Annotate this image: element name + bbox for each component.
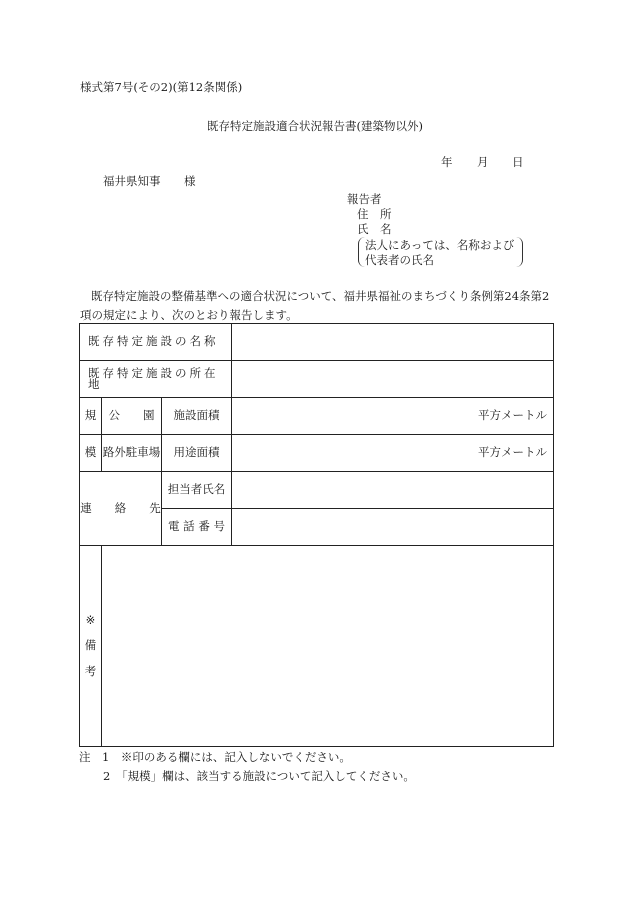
date-day-label: 日: [512, 155, 524, 169]
table-row: [80, 324, 554, 361]
remarks-field[interactable]: [102, 546, 554, 747]
parking-area-field[interactable]: 平方メートル: [232, 435, 554, 472]
facility-name-field[interactable]: [232, 324, 554, 361]
table-row: [80, 546, 554, 747]
park-area-label: 施設面積: [162, 398, 232, 435]
park-label: 公 園: [102, 398, 162, 435]
facility-location-label: 既存特定施設の所在地: [80, 361, 232, 398]
footnote-2: 2 「規模」欄は、該当する施設について記入してください。: [103, 769, 415, 783]
form-number: 様式第7号(その2)(第12条関係): [80, 80, 243, 94]
scale-label-char-2: 模: [80, 435, 102, 472]
person-in-charge-field[interactable]: [232, 472, 554, 509]
facility-location-field[interactable]: [232, 361, 554, 398]
report-form-table: [79, 323, 554, 747]
reporter-name-label: 氏 名: [357, 222, 392, 236]
scale-label-char-1: 規: [80, 398, 102, 435]
document-title: 既存特定施設適合状況報告書(建築物以外): [207, 119, 423, 133]
corporate-note-line-2: 代表者の氏名: [365, 253, 434, 267]
addressee-name: 福井県知事: [103, 174, 161, 188]
date-year-label: 年: [441, 155, 453, 169]
remarks-label: [80, 546, 102, 747]
footnote-1: 注 1 ※印のある欄には、記入しないでください。: [79, 750, 351, 764]
body-text-line-2: 項の規定により、次のとおり報告します。: [80, 308, 298, 322]
remarks-char-2: 考: [84, 663, 97, 678]
table-row: [80, 398, 554, 435]
remarks-mark: ※: [85, 613, 96, 628]
facility-name-label: 既存特定施設の名称: [80, 324, 232, 361]
parking-area-label: 用途面積: [162, 435, 232, 472]
table-row: [80, 472, 554, 509]
corporate-note-line-1: 法人にあっては、名称および: [365, 238, 515, 252]
phone-field[interactable]: [232, 509, 554, 546]
contact-label: 連 絡 先: [80, 472, 162, 546]
reporter-address-label: 住 所: [357, 207, 392, 221]
table-row: [80, 435, 554, 472]
table-row: [80, 361, 554, 398]
parking-label: 路外駐車場: [102, 435, 162, 472]
date-month-label: 月: [477, 155, 489, 169]
park-area-field[interactable]: 平方メートル: [232, 398, 554, 435]
addressee-honorific: 様: [184, 174, 196, 188]
phone-label: 電 話 番 号: [162, 509, 232, 546]
body-text-line-1: 既存特定施設の整備基準への適合状況について、福井県福祉のまちづくり条例第24条第2: [91, 289, 550, 303]
reporter-label: 報告者: [347, 192, 382, 206]
person-in-charge-label: 担当者氏名: [162, 472, 232, 509]
remarks-char-1: 備: [84, 638, 97, 653]
